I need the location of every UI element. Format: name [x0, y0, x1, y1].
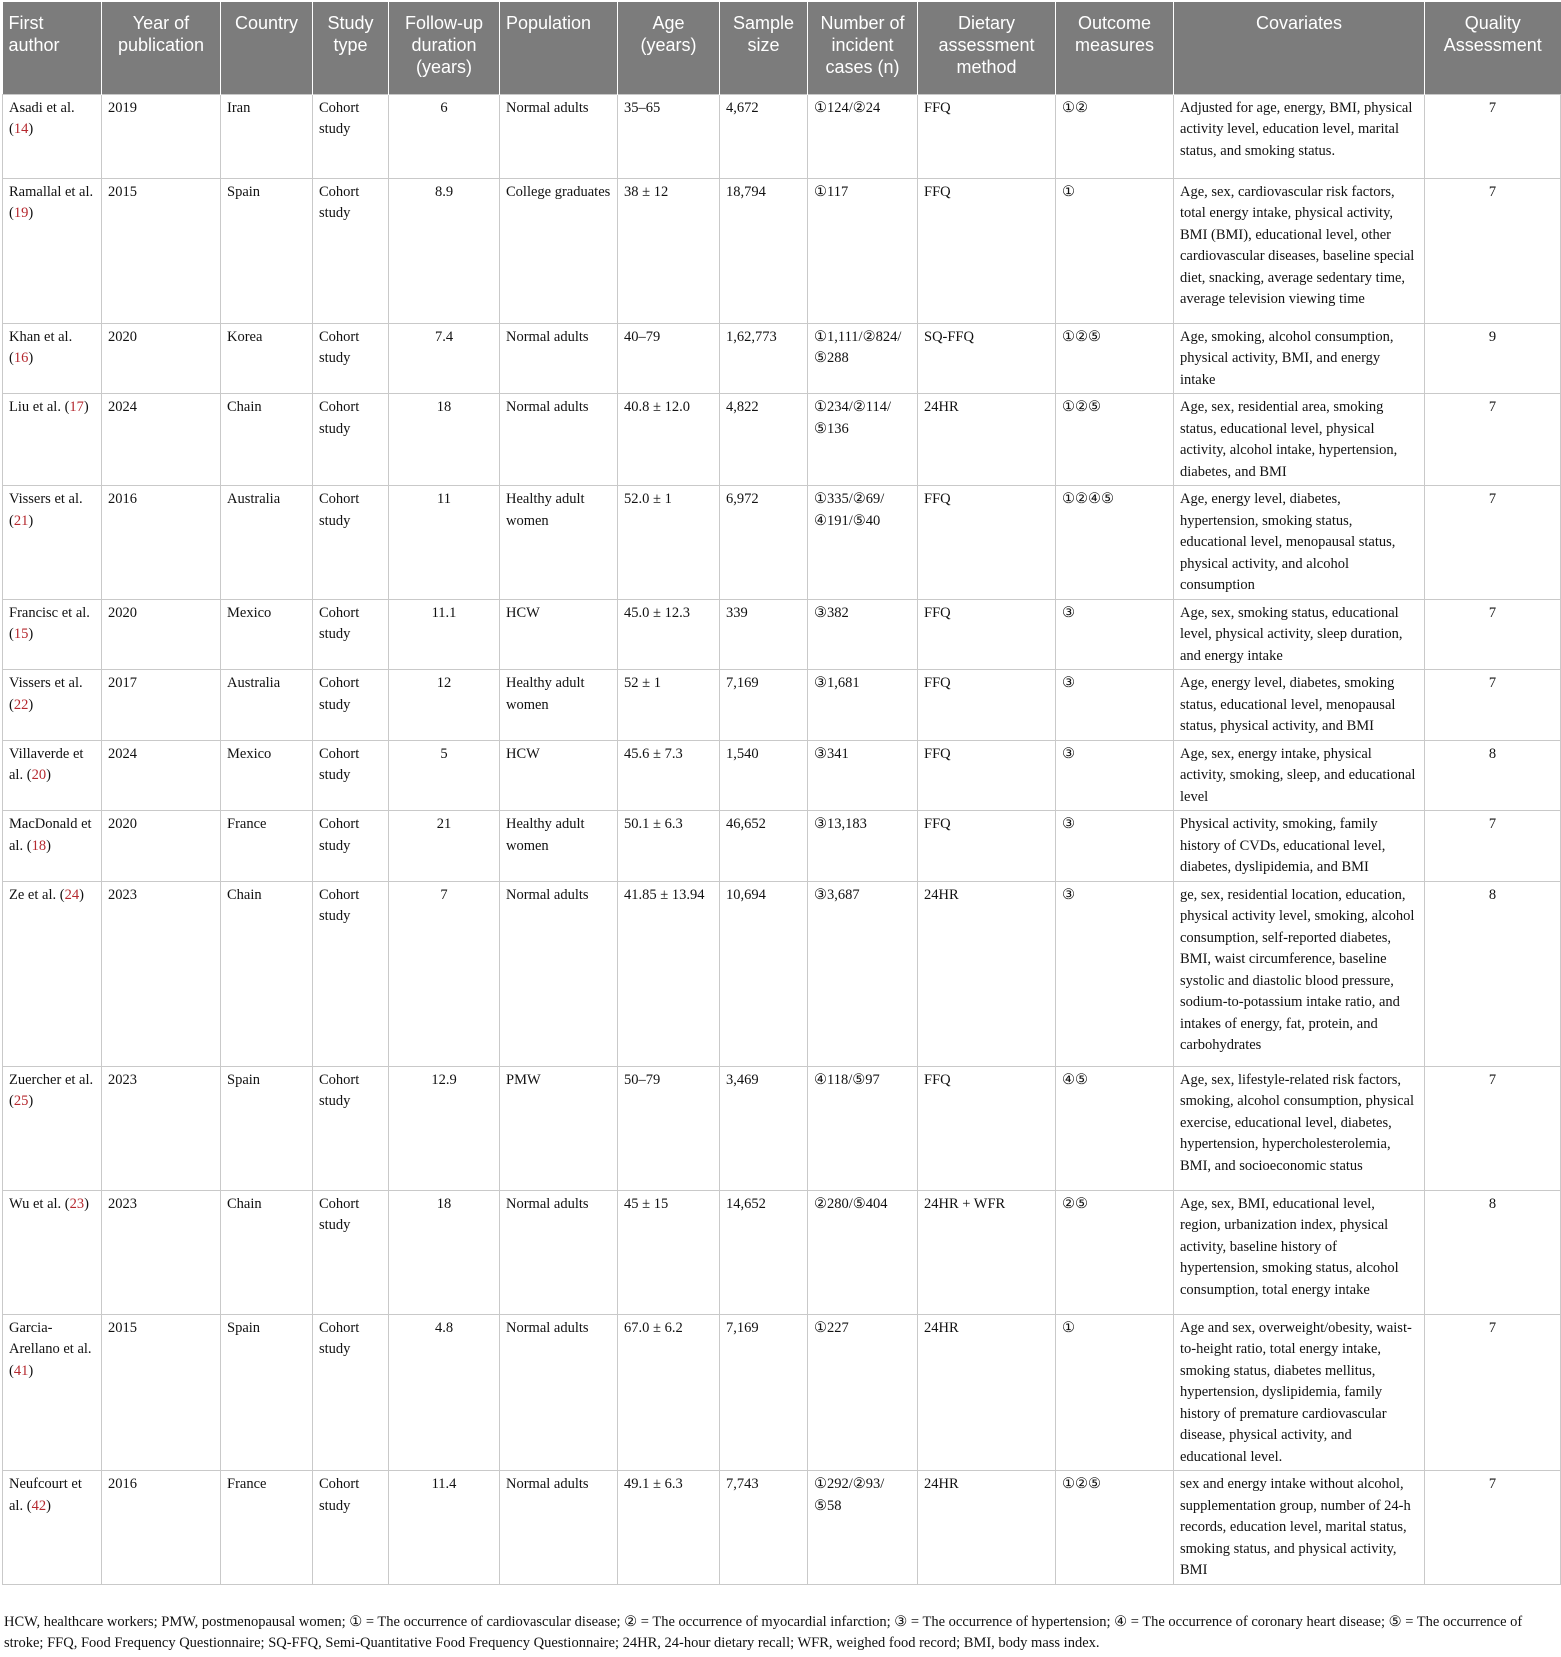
cell-sample-size: 4,822 [720, 394, 808, 486]
cell-year: 2016 [102, 486, 221, 600]
cell-country: Korea [221, 323, 313, 394]
cell-age: 41.85 ± 13.94 [618, 881, 720, 1066]
reference-link[interactable]: 24 [64, 886, 80, 903]
header-outcome: Outcome measures [1056, 2, 1174, 94]
reference-link[interactable]: 42 [31, 1497, 47, 1514]
header-covariates: Covariates [1174, 2, 1425, 94]
cell-population: Normal adults [500, 394, 618, 486]
cell-country: Spain [221, 178, 313, 323]
cell-covariates: Age and sex, overweight/obesity, waist-to-height ratio, total energy intake, smoking status, diabetes mellitus, hypertension, dyslipidemia, family history of premature cardiovascular disease, physical activity, and educational level. [1174, 1314, 1425, 1471]
reference-link[interactable]: 25 [13, 1093, 29, 1109]
cell-covariates: Adjusted for age, energy, BMI, physical activity level, education level, marital status, and smoking status. [1174, 94, 1425, 178]
author-name: Villaverde et al. [9, 745, 84, 783]
cell-study-type: Cohort study [313, 486, 389, 600]
cell-quality: 7 [1425, 486, 1561, 600]
cell-follow-up: 8.9 [389, 178, 500, 323]
cell-year: 2020 [102, 323, 221, 394]
cell-follow-up: 4.8 [389, 1314, 500, 1471]
cell-sample-size: 7,169 [720, 670, 808, 741]
table-row [3, 394, 1561, 486]
cell-covariates: Age, sex, cardiovascular risk factors, total energy intake, physical activity, BMI (BMI), educational level, other cardiovascular diseases, baseline special diet, snacking, average sedentary time, average television viewing time [1174, 178, 1425, 323]
cell-first-author: Liu et al. (17) [3, 394, 102, 486]
cell-outcome: ③ [1056, 670, 1174, 741]
cell-sample-size: 46,652 [720, 811, 808, 882]
author-name: Wu et al. [9, 1195, 62, 1212]
reference-link[interactable]: 20 [31, 767, 47, 783]
cell-incident-cases: ②280/⑤404 [808, 1190, 918, 1314]
cell-age: 52 ± 1 [618, 670, 720, 741]
cell-outcome: ③ [1056, 811, 1174, 882]
header-age: Age (years) [618, 2, 720, 94]
cell-population: Healthy adult women [500, 486, 618, 600]
cell-population: Normal adults [500, 1314, 618, 1471]
cell-sample-size: 14,652 [720, 1190, 808, 1314]
table-row [3, 486, 1561, 600]
cell-age: 67.0 ± 6.2 [618, 1314, 720, 1471]
cell-age: 52.0 ± 1 [618, 486, 720, 600]
cell-quality: 7 [1425, 394, 1561, 486]
cell-year: 2020 [102, 811, 221, 882]
cell-sample-size: 1,540 [720, 740, 808, 811]
cell-covariates: Age, smoking, alcohol consumption, physical activity, BMI, and energy intake [1174, 323, 1425, 394]
header-first-author: First author [3, 2, 102, 94]
cell-outcome: ①②⑤ [1056, 323, 1174, 394]
cell-incident-cases: ①1,111/②824/⑤288 [808, 323, 918, 394]
cell-first-author: MacDonald et al. (18) [3, 811, 102, 882]
cell-study-type: Cohort study [313, 811, 389, 882]
header-dietary-method: Dietary assessment method [918, 2, 1056, 94]
cell-study-type: Cohort study [313, 1066, 389, 1190]
cell-first-author: Zuercher et al. (25) [3, 1066, 102, 1190]
cell-study-type: Cohort study [313, 94, 389, 178]
header-follow-up: Follow-up duration (years) [389, 2, 500, 94]
cell-covariates: Age, sex, lifestyle-related risk factors, smoking, alcohol consumption, physical exercise, educational level, diabetes, hypertension, hypercholesterolemia, BMI, and socioeconomic status [1174, 1066, 1425, 1190]
cell-country: Chain [221, 1190, 313, 1314]
cell-outcome: ④⑤ [1056, 1066, 1174, 1190]
cell-dietary-method: 24HR [918, 1471, 1056, 1585]
study-characteristics-table [2, 2, 1561, 1585]
cell-follow-up: 12 [389, 670, 500, 741]
cell-covariates: Physical activity, smoking, family history of CVDs, educational level, diabetes, dyslipidemia, and BMI [1174, 811, 1425, 882]
cell-year: 2023 [102, 1190, 221, 1314]
cell-follow-up: 11 [389, 486, 500, 600]
cell-incident-cases: ③13,183 [808, 811, 918, 882]
author-name: MacDonald et al. [9, 816, 92, 854]
cell-outcome: ②⑤ [1056, 1190, 1174, 1314]
cell-country: Spain [221, 1314, 313, 1471]
cell-age: 49.1 ± 6.3 [618, 1471, 720, 1585]
cell-sample-size: 18,794 [720, 178, 808, 323]
cell-study-type: Cohort study [313, 394, 389, 486]
header-year: Year of publication [102, 2, 221, 94]
cell-country: Australia [221, 670, 313, 741]
cell-follow-up: 7.4 [389, 323, 500, 394]
cell-outcome: ③ [1056, 740, 1174, 811]
cell-country: France [221, 1471, 313, 1585]
cell-covariates: Age, energy level, diabetes, smoking status, educational level, menopausal status, physical activity, and BMI [1174, 670, 1425, 741]
cell-first-author: Neufcourt et al. (42) [3, 1471, 102, 1585]
cell-population: Normal adults [500, 1190, 618, 1314]
cell-first-author: Vissers et al. (22) [3, 670, 102, 741]
cell-follow-up: 18 [389, 394, 500, 486]
cell-covariates: ge, sex, residential location, education, physical activity level, smoking, alcohol consumption, self-reported diabetes, BMI, waist circumference, baseline systolic and diastolic blood pressure, sodium-to-potassium intake ratio, and intakes of energy, fat, protein, and carbohydrates [1174, 881, 1425, 1066]
cell-quality: 8 [1425, 1190, 1561, 1314]
cell-incident-cases: ①234/②114/⑤136 [808, 394, 918, 486]
cell-follow-up: 12.9 [389, 1066, 500, 1190]
author-name: Liu et al. [9, 399, 61, 415]
cell-year: 2019 [102, 94, 221, 178]
cell-first-author: Vissers et al. (21) [3, 486, 102, 600]
cell-study-type: Cohort study [313, 1190, 389, 1314]
cell-follow-up: 21 [389, 811, 500, 882]
table-row [3, 1471, 1561, 1585]
cell-population: PMW [500, 1066, 618, 1190]
reference-link[interactable]: 23 [69, 1195, 85, 1212]
cell-dietary-method: 24HR [918, 394, 1056, 486]
cell-study-type: Cohort study [313, 1471, 389, 1585]
cell-country: Chain [221, 881, 313, 1066]
table-row [3, 323, 1561, 394]
cell-study-type: Cohort study [313, 178, 389, 323]
cell-outcome: ①②⑤ [1056, 1471, 1174, 1585]
table-row [3, 881, 1561, 1066]
cell-follow-up: 5 [389, 740, 500, 811]
cell-dietary-method: FFQ [918, 811, 1056, 882]
cell-quality: 8 [1425, 740, 1561, 811]
reference-link[interactable]: 41 [13, 1362, 29, 1379]
cell-study-type: Cohort study [313, 323, 389, 394]
cell-year: 2017 [102, 670, 221, 741]
reference-link[interactable]: 16 [13, 350, 29, 366]
cell-follow-up: 6 [389, 94, 500, 178]
header-population: Population [500, 2, 618, 94]
cell-dietary-method: 24HR [918, 881, 1056, 1066]
table-row [3, 1190, 1561, 1314]
cell-dietary-method: FFQ [918, 599, 1056, 670]
cell-year: 2023 [102, 1066, 221, 1190]
author-name: Khan et al. [9, 328, 73, 345]
reference-link[interactable]: 14 [13, 121, 29, 137]
cell-country: Mexico [221, 599, 313, 670]
cell-incident-cases: ①227 [808, 1314, 918, 1471]
cell-country: Iran [221, 94, 313, 178]
cell-incident-cases: ③382 [808, 599, 918, 670]
cell-dietary-method: FFQ [918, 670, 1056, 741]
cell-first-author: Ramallal et al. (19) [3, 178, 102, 323]
header-country: Country [221, 2, 313, 94]
reference-link[interactable]: 19 [13, 205, 29, 221]
cell-covariates: Age, sex, smoking status, educational level, physical activity, sleep duration, and energy intake [1174, 599, 1425, 670]
cell-year: 2024 [102, 740, 221, 811]
cell-outcome: ①②⑤ [1056, 394, 1174, 486]
cell-population: Normal adults [500, 323, 618, 394]
cell-quality: 7 [1425, 1314, 1561, 1471]
table-row [3, 1314, 1561, 1471]
cell-country: Australia [221, 486, 313, 600]
table-row [3, 178, 1561, 323]
cell-age: 35–65 [618, 94, 720, 178]
author-name: Neufcourt et al. [9, 1476, 82, 1514]
cell-sample-size: 3,469 [720, 1066, 808, 1190]
reference-link[interactable]: 22 [13, 696, 29, 713]
cell-sample-size: 4,672 [720, 94, 808, 178]
table-footnote: HCW, healthcare workers; PMW, postmenopausal women; ① = The occurrence of cardiovascular disease; ② = The occurrence of myocardial infarction; ③ = The occurrence of hypertension; ④ = The occurrence of coronary heart disease; ⑤ = The occurrence of stroke; FFQ, Food Frequency Questionnaire; SQ-FFQ, Semi-Quantitative Food Frequency Questionnaire; 24HR, 24-hour dietary recall; WFR, weighed food record; BMI, body mass index. [4, 1614, 1523, 1651]
cell-first-author: Wu et al. (23) [3, 1190, 102, 1314]
cell-study-type: Cohort study [313, 881, 389, 1066]
cell-year: 2020 [102, 599, 221, 670]
cell-quality: 7 [1425, 811, 1561, 882]
header-study-type: Study type [313, 2, 389, 94]
table-row [3, 811, 1561, 882]
cell-dietary-method: FFQ [918, 178, 1056, 323]
cell-year: 2016 [102, 1471, 221, 1585]
cell-study-type: Cohort study [313, 740, 389, 811]
cell-incident-cases: ③341 [808, 740, 918, 811]
cell-age: 45 ± 15 [618, 1190, 720, 1314]
cell-incident-cases: ①117 [808, 178, 918, 323]
cell-outcome: ③ [1056, 599, 1174, 670]
reference-link[interactable]: 17 [69, 399, 84, 415]
cell-follow-up: 11.4 [389, 1471, 500, 1585]
reference-link[interactable]: 15 [13, 626, 29, 642]
cell-first-author: Villaverde et al. (20) [3, 740, 102, 811]
cell-age: 40.8 ± 12.0 [618, 394, 720, 486]
author-name: Zuercher et al. [9, 1071, 94, 1088]
header-sample-size: Sample size [720, 2, 808, 94]
cell-population: Normal adults [500, 881, 618, 1066]
cell-follow-up: 18 [389, 1190, 500, 1314]
cell-incident-cases: ①124/②24 [808, 94, 918, 178]
cell-quality: 7 [1425, 178, 1561, 323]
cell-population: Healthy adult women [500, 670, 618, 741]
cell-quality: 8 [1425, 881, 1561, 1066]
header-quality: Quality Assessment [1425, 2, 1561, 94]
cell-first-author: Ze et al. (24) [3, 881, 102, 1066]
author-name: Vissers et al. [9, 491, 83, 507]
cell-age: 38 ± 12 [618, 178, 720, 323]
cell-sample-size: 10,694 [720, 881, 808, 1066]
cell-country: Mexico [221, 740, 313, 811]
table-row [3, 94, 1561, 178]
reference-link[interactable]: 21 [13, 512, 29, 529]
cell-population: Normal adults [500, 94, 618, 178]
cell-country: Chain [221, 394, 313, 486]
cell-population: HCW [500, 740, 618, 811]
cell-dietary-method: FFQ [918, 94, 1056, 178]
author-name: Francisc et al. [9, 604, 90, 621]
cell-covariates: Age, energy level, diabetes, hypertension, smoking status, educational level, menopausal status, physical activity, and alcohol consumption [1174, 486, 1425, 600]
cell-covariates: Age, sex, residential area, smoking status, educational level, physical activity, alcohol intake, hypertension, diabetes, and BMI [1174, 394, 1425, 486]
cell-first-author: Khan et al. (16) [3, 323, 102, 394]
cell-year: 2015 [102, 178, 221, 323]
cell-dietary-method: FFQ [918, 1066, 1056, 1190]
cell-covariates: sex and energy intake without alcohol, supplementation group, number of 24-h records, education level, marital status, smoking status, and physical activity, BMI [1174, 1471, 1425, 1585]
cell-age: 45.6 ± 7.3 [618, 740, 720, 811]
cell-quality: 7 [1425, 599, 1561, 670]
cell-sample-size: 7,169 [720, 1314, 808, 1471]
cell-sample-size: 6,972 [720, 486, 808, 600]
cell-incident-cases: ④118/⑤97 [808, 1066, 918, 1190]
cell-sample-size: 339 [720, 599, 808, 670]
cell-dietary-method: FFQ [918, 740, 1056, 811]
cell-quality: 7 [1425, 94, 1561, 178]
cell-follow-up: 11.1 [389, 599, 500, 670]
author-name: Ramallal et al. [9, 183, 94, 200]
header-row [3, 2, 1561, 94]
cell-population: College graduates [500, 178, 618, 323]
cell-country: France [221, 811, 313, 882]
cell-dietary-method: FFQ [918, 486, 1056, 600]
cell-covariates: Age, sex, energy intake, physical activity, smoking, sleep, and educational level [1174, 740, 1425, 811]
cell-population: Healthy adult women [500, 811, 618, 882]
cell-study-type: Cohort study [313, 599, 389, 670]
table-row [3, 740, 1561, 811]
cell-year: 2023 [102, 881, 221, 1066]
cell-incident-cases: ①335/②69/④191/⑤40 [808, 486, 918, 600]
cell-quality: 7 [1425, 1471, 1561, 1585]
cell-dietary-method: 24HR [918, 1314, 1056, 1471]
table-row [3, 1066, 1561, 1190]
cell-outcome: ①② [1056, 94, 1174, 178]
cell-dietary-method: 24HR + WFR [918, 1190, 1056, 1314]
cell-quality: 9 [1425, 323, 1561, 394]
cell-incident-cases: ①292/②93/⑤58 [808, 1471, 918, 1585]
cell-age: 50.1 ± 6.3 [618, 811, 720, 882]
cell-first-author: Francisc et al. (15) [3, 599, 102, 670]
author-name: Vissers et al. [9, 675, 83, 691]
table-row [3, 599, 1561, 670]
cell-dietary-method: SQ-FFQ [918, 323, 1056, 394]
header-incident-cases: Number of incident cases (n) [808, 2, 918, 94]
cell-outcome: ③ [1056, 881, 1174, 1066]
cell-country: Spain [221, 1066, 313, 1190]
cell-study-type: Cohort study [313, 670, 389, 741]
cell-outcome: ① [1056, 178, 1174, 323]
cell-incident-cases: ③1,681 [808, 670, 918, 741]
cell-outcome: ①②④⑤ [1056, 486, 1174, 600]
cell-first-author: Garcia-Arellano et al. (41) [3, 1314, 102, 1471]
cell-year: 2024 [102, 394, 221, 486]
cell-study-type: Cohort study [313, 1314, 389, 1471]
cell-quality: 7 [1425, 670, 1561, 741]
author-name: Ze et al. [9, 886, 57, 903]
cell-age: 45.0 ± 12.3 [618, 599, 720, 670]
author-name: Garcia-Arellano et al. [9, 1319, 92, 1357]
cell-population: Normal adults [500, 1471, 618, 1585]
cell-year: 2015 [102, 1314, 221, 1471]
table-row [3, 670, 1561, 741]
cell-quality: 7 [1425, 1066, 1561, 1190]
cell-outcome: ① [1056, 1314, 1174, 1471]
cell-sample-size: 1,62,773 [720, 323, 808, 394]
author-name: Asadi et al. [9, 99, 75, 116]
cell-population: HCW [500, 599, 618, 670]
cell-age: 40–79 [618, 323, 720, 394]
cell-incident-cases: ③3,687 [808, 881, 918, 1066]
cell-age: 50–79 [618, 1066, 720, 1190]
cell-first-author: Asadi et al. (14) [3, 94, 102, 178]
cell-follow-up: 7 [389, 881, 500, 1066]
reference-link[interactable]: 18 [31, 837, 47, 854]
cell-sample-size: 7,743 [720, 1471, 808, 1585]
cell-covariates: Age, sex, BMI, educational level, region, urbanization index, physical activity, baseline history of hypertension, smoking status, alcohol consumption, total energy intake [1174, 1190, 1425, 1314]
